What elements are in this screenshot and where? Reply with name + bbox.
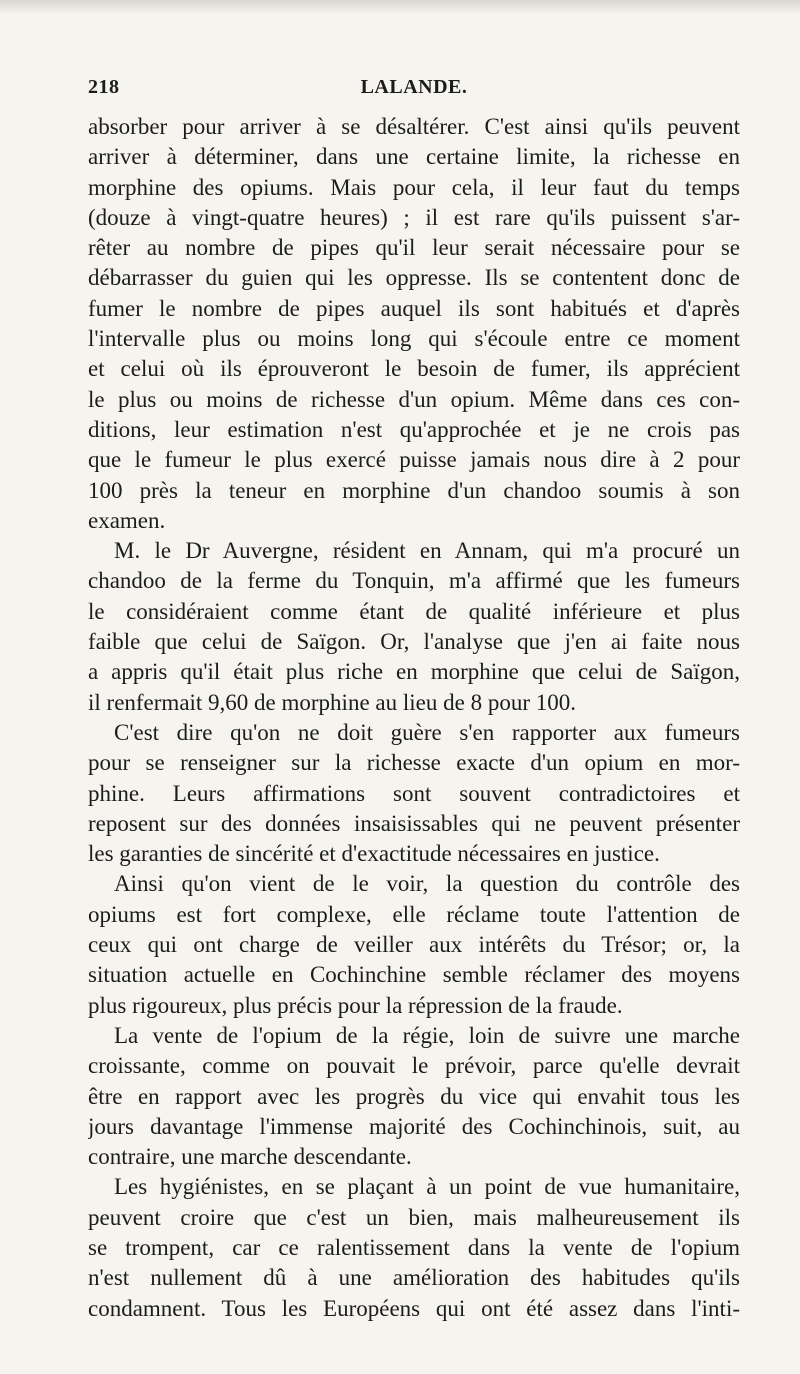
text-line: opiums est fort complexe, elle réclame toute l'attention de	[88, 901, 740, 927]
text-line: rêter au nombre de pipes qu'il leur serait nécessaire pour se	[88, 235, 740, 261]
text-line: pour se renseigner sur la richesse exacte d'un opium en mor-	[88, 750, 740, 776]
text-line: ceux qui ont charge de veiller aux intérêts du Trésor; or, la	[88, 932, 740, 958]
text-line: La vente de l'opium de la régie, loin de suivre une marche	[114, 1022, 740, 1048]
text-line: l'intervalle plus ou moins long qui s'écoule entre ce moment	[88, 326, 740, 352]
text-line: les garanties de sincérité et d'exactitude nécessaires en justice.	[88, 841, 660, 867]
text-line: et celui où ils éprouveront le besoin de fumer, ils apprécient	[88, 356, 740, 382]
text-line: condamnent. Tous les Européens qui ont été assez dans l'inti-	[88, 1295, 740, 1321]
text-line: phine. Leurs affirmations sont souvent contradictoires et	[88, 780, 740, 806]
running-title: LALANDE.	[360, 76, 468, 98]
text-line: que le fumeur le plus exercé puisse jamais nous dire à 2 pour	[88, 447, 740, 473]
text-line: arriver à déterminer, dans une certaine limite, la richesse en	[88, 144, 740, 170]
text-line: n'est nullement dû à une amélioration des habitudes qu'ils	[88, 1265, 740, 1291]
text-line: Ainsi qu'on vient de le voir, la question du contrôle des	[114, 871, 740, 897]
text-line: il renfermait 9,60 de morphine au lieu de 8 pour 100.	[88, 689, 576, 715]
text-line: reposent sur des données insaisissables qui ne peuvent présenter	[88, 810, 740, 836]
text-line: contraire, une marche descendante.	[88, 1144, 412, 1170]
text-line: faible que celui de Saïgon. Or, l'analyse que j'en ai faite nous	[88, 629, 740, 655]
text-line: Les hygiénistes, en se plaçant à un point de vue humanitaire,	[114, 1174, 740, 1200]
page-number: 218	[88, 76, 120, 98]
text-line: fumer le nombre de pipes auquel ils sont habitués et d'après	[88, 295, 740, 321]
scan-edge-shadow	[0, 0, 800, 14]
text-line: croissante, comme on pouvait le prévoir, parce qu'elle devrait	[88, 1053, 740, 1079]
body-text	[88, 112, 740, 1324]
text-line: M. le Dr Auvergne, résident en Annam, qui m'a procuré un	[114, 538, 740, 564]
text-line: ditions, leur estimation n'est qu'approchée et je ne crois pas	[88, 416, 740, 442]
text-line: chandoo de la ferme du Tonquin, m'a affirmé que les fumeurs	[88, 568, 740, 594]
text-line: C'est dire qu'on ne doit guère s'en rapporter aux fumeurs	[114, 719, 740, 745]
text-line: situation actuelle en Cochinchine semble réclamer des moyens	[88, 962, 740, 988]
text-line: le plus ou moins de richesse d'un opium. Même dans ces con-	[88, 386, 740, 412]
text-line: 100 près la teneur en morphine d'un chandoo soumis à son	[88, 477, 740, 503]
text-line: être en rapport avec les progrès du vice qui envahit tous les	[88, 1083, 740, 1109]
text-line: examen.	[88, 507, 166, 533]
text-line: plus rigoureux, plus précis pour la répression de la fraude.	[88, 992, 623, 1018]
text-line: jours davantage l'immense majorité des Cochinchinois, suit, au	[88, 1113, 740, 1139]
text-line: (douze à vingt-quatre heures) ; il est rare qu'ils puissent s'ar-	[88, 204, 740, 230]
text-line: se trompent, car ce ralentissement dans la vente de l'opium	[88, 1234, 740, 1260]
text-line: a appris qu'il était plus riche en morphine que celui de Saïgon,	[88, 659, 740, 685]
text-line: absorber pour arriver à se désaltérer. C'est ainsi qu'ils peuvent	[88, 114, 740, 139]
running-header	[88, 72, 740, 102]
text-line: débarrasser du guien qui les oppresse. Ils se contentent donc de	[88, 265, 740, 291]
text-line: morphine des opiums. Mais pour cela, il leur faut du temps	[88, 174, 740, 200]
text-line: le considéraient comme étant de qualité inférieure et plus	[88, 598, 740, 624]
text-line: peuvent croire que c'est un bien, mais malheureusement ils	[88, 1204, 740, 1230]
